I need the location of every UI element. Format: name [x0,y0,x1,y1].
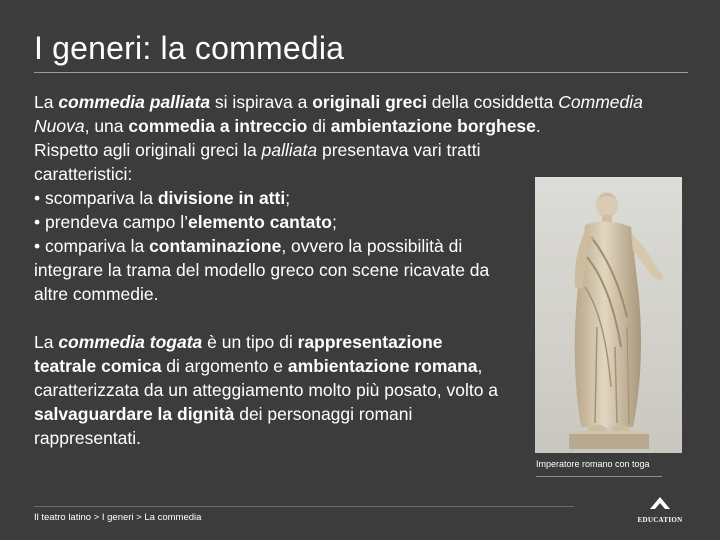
text-span: • prendeva campo l’ [34,212,188,232]
statue-image [535,177,682,453]
term-elemento-cantato: elemento cantato [188,212,332,232]
term-ambientazione-borghese: ambientazione borghese [330,116,536,136]
text-span: dei personaggi romani rappresentati. [34,404,413,448]
text-span: Rispetto agli originali greci la [34,140,262,160]
bullet-divisione [34,186,504,210]
text-span: , ovvero la possibilità di integrare la trama del modello greco con scene ricavate da altre commedie. [34,236,490,304]
text-span: La [34,92,59,112]
bullet-cantato [34,210,504,234]
term-salvaguardare-la-dignita: salvaguardare la dignità [34,404,235,424]
paragraph-palliata [34,90,674,138]
term-rappresentazione-teatrale-comica: rappresentazione teatrale comica [34,332,443,376]
term-contaminazione: contaminazione [149,236,282,256]
logo-mark-icon [648,496,672,510]
term-commedia-togata: commedia togata [58,332,203,352]
statue-illustration [535,177,682,453]
paragraph-togata [34,330,504,450]
term-commedia-a-intreccio: commedia a intreccio [128,116,308,136]
text-span: . [535,116,541,136]
text-span: , una [84,116,129,136]
footer-divider [34,506,574,507]
text-span: si ispirava a [210,92,313,112]
breadcrumb: Il teatro latino > I generi > La commedia [34,512,202,523]
text-span: , caratterizzata da un atteggiamento molto più posato, volto a [34,356,499,400]
term-commedia-nuova: Commedia Nuova [34,92,643,136]
text-span: di [307,116,331,136]
logo-text: EDUCATION [637,516,683,524]
title-divider [34,72,688,73]
text-span: di argomento e [161,356,288,376]
paragraph-tratti [34,138,504,186]
term-divisione-in-atti: divisione in atti [157,188,286,208]
image-caption: Imperatore romano con toga [536,459,650,469]
text-span: della cosiddetta [426,92,559,112]
paragraph-gap [34,306,504,330]
term-commedia-palliata: commedia palliata [58,92,211,112]
text-span: La [34,332,59,352]
left-column [34,138,504,450]
text-span: presentava vari tratti caratteristici: [34,140,481,184]
text-span: • compariva la [34,236,150,256]
text-span: ; [285,188,291,208]
publisher-logo [636,496,684,524]
term-palliata: palliata [261,140,318,160]
text-span: ; [331,212,337,232]
bullet-contaminazione [34,234,504,306]
term-ambientazione-romana: ambientazione romana [287,356,478,376]
term-originali-greci: originali greci [312,92,427,112]
text-span: • scompariva la [34,188,158,208]
text-span: è un tipo di [202,332,298,352]
slide-title: I generi: la commedia [34,30,345,66]
caption-divider [536,476,662,477]
